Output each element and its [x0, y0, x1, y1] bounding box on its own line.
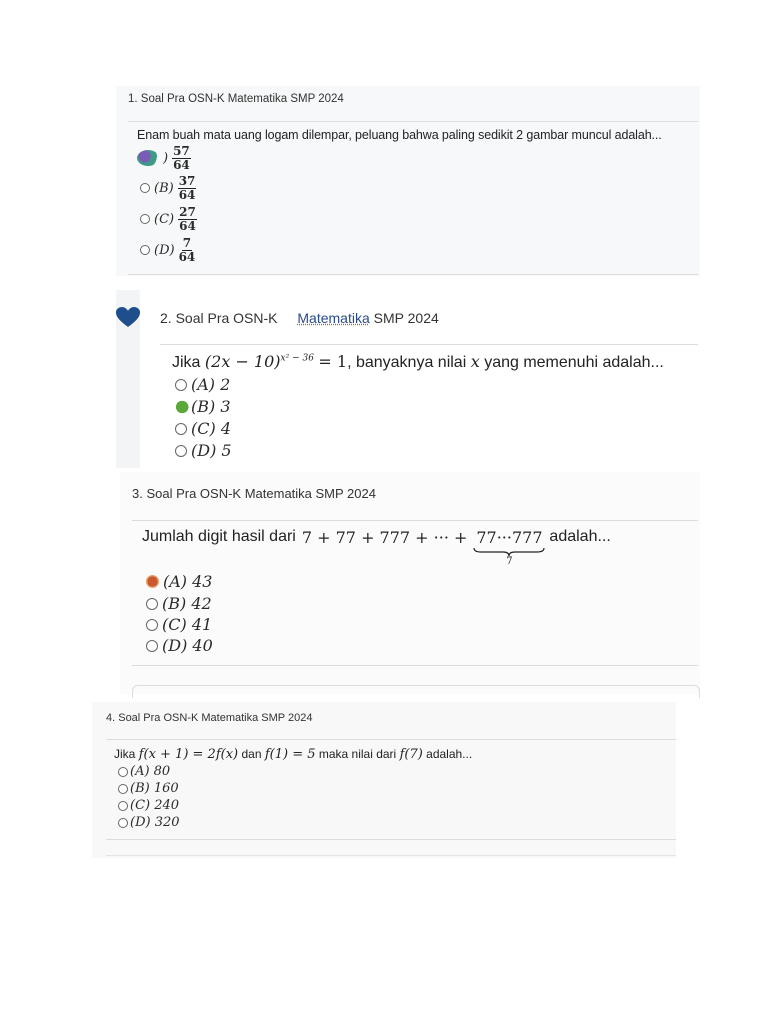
option-3a[interactable]: (A) 43 — [146, 572, 212, 591]
option-3d[interactable]: (D) 40 — [146, 636, 213, 655]
radio-icon[interactable] — [140, 245, 150, 255]
option-4c[interactable]: (C) 240 — [118, 798, 179, 813]
option-3b[interactable]: (B) 42 — [146, 594, 212, 613]
sticker-icon — [137, 150, 159, 166]
option-4a[interactable]: (A) 80 — [118, 764, 170, 779]
radio-icon[interactable] — [146, 598, 158, 610]
option-1c[interactable]: (C) $\frac{27}{64}$ — [140, 206, 197, 232]
option-4d[interactable]: (D) 320 — [118, 815, 180, 830]
radio-icon[interactable] — [118, 818, 128, 828]
question-title-3: 3. Soal Pra OSN-K Matematika SMP 2024 — [132, 486, 376, 501]
option-4b[interactable]: (B) 160 — [118, 781, 179, 796]
divider — [106, 839, 676, 840]
radio-icon[interactable] — [146, 640, 158, 652]
question-stem-4: Jika f(x + 1) = 2f(x) dan f(1) = 5 maka nilai dari f(7) adalah... — [114, 747, 473, 762]
title-link[interactable]: Matematika — [297, 310, 370, 326]
radio-icon[interactable] — [118, 801, 128, 811]
option-2c[interactable]: (C) 4 — [175, 419, 231, 438]
sticker-icon — [146, 575, 159, 588]
option-1d[interactable]: (D) $\frac{7}{64}$ — [140, 237, 195, 263]
question-stem-3: Jumlah digit hasil dari 7 + 77 + 777 + ··· + 77···777 7 adalah... — [142, 528, 611, 567]
question-title-1: 1. Soal Pra OSN-K Matematika SMP 2024 — [128, 93, 344, 105]
fraction: $\frac{57}{64}$ — [173, 144, 190, 172]
question-stem-1: Enam buah mata uang logam dilempar, peluang bahwa paling sedikit 2 gambar muncul adalah... — [137, 128, 662, 142]
option-2b[interactable]: (B) 3 — [175, 397, 231, 416]
radio-icon[interactable] — [118, 784, 128, 794]
heart-icon[interactable] — [115, 306, 141, 328]
divider — [132, 520, 698, 521]
next-card-edge — [132, 685, 700, 698]
option-1a[interactable]: ) $\frac{57}{64}$ — [137, 145, 191, 171]
radio-icon[interactable] — [175, 445, 187, 457]
question-title-4: 4. Soal Pra OSN-K Matematika SMP 2024 — [106, 712, 313, 724]
divider — [106, 855, 676, 856]
fraction: $\frac{7}{64}$ — [178, 236, 196, 264]
question-card-4 — [92, 702, 676, 858]
radio-icon[interactable] — [140, 183, 150, 193]
underbrace: 77···777 7 — [473, 528, 545, 567]
divider — [128, 121, 698, 122]
question-title-2: 2. Soal Pra OSN-K Matematika SMP 2024 — [160, 310, 439, 326]
divider — [132, 665, 698, 666]
divider — [106, 739, 676, 740]
divider — [128, 274, 698, 275]
radio-icon[interactable] — [146, 619, 158, 631]
radio-icon[interactable] — [140, 214, 150, 224]
sticker-icon — [175, 400, 191, 414]
radio-icon[interactable] — [175, 379, 187, 391]
radio-icon[interactable] — [175, 423, 187, 435]
question-card-1 — [116, 86, 700, 276]
question-stem-2: Jika $(2x - 10)^{x^2 - 36} = 1$, banyaknya nilai x yang memenuhi adalah... — [172, 352, 664, 371]
option-2a[interactable]: (A) 2 — [175, 375, 230, 394]
divider — [160, 344, 698, 345]
option-2d[interactable]: (D) 5 — [175, 441, 232, 460]
radio-icon[interactable] — [118, 767, 128, 777]
option-1b[interactable]: (B) $\frac{37}{64}$ — [140, 175, 196, 201]
fraction: $\frac{27}{64}$ — [179, 205, 196, 233]
fraction: $\frac{37}{64}$ — [178, 174, 196, 202]
option-3c[interactable]: (C) 41 — [146, 615, 212, 634]
